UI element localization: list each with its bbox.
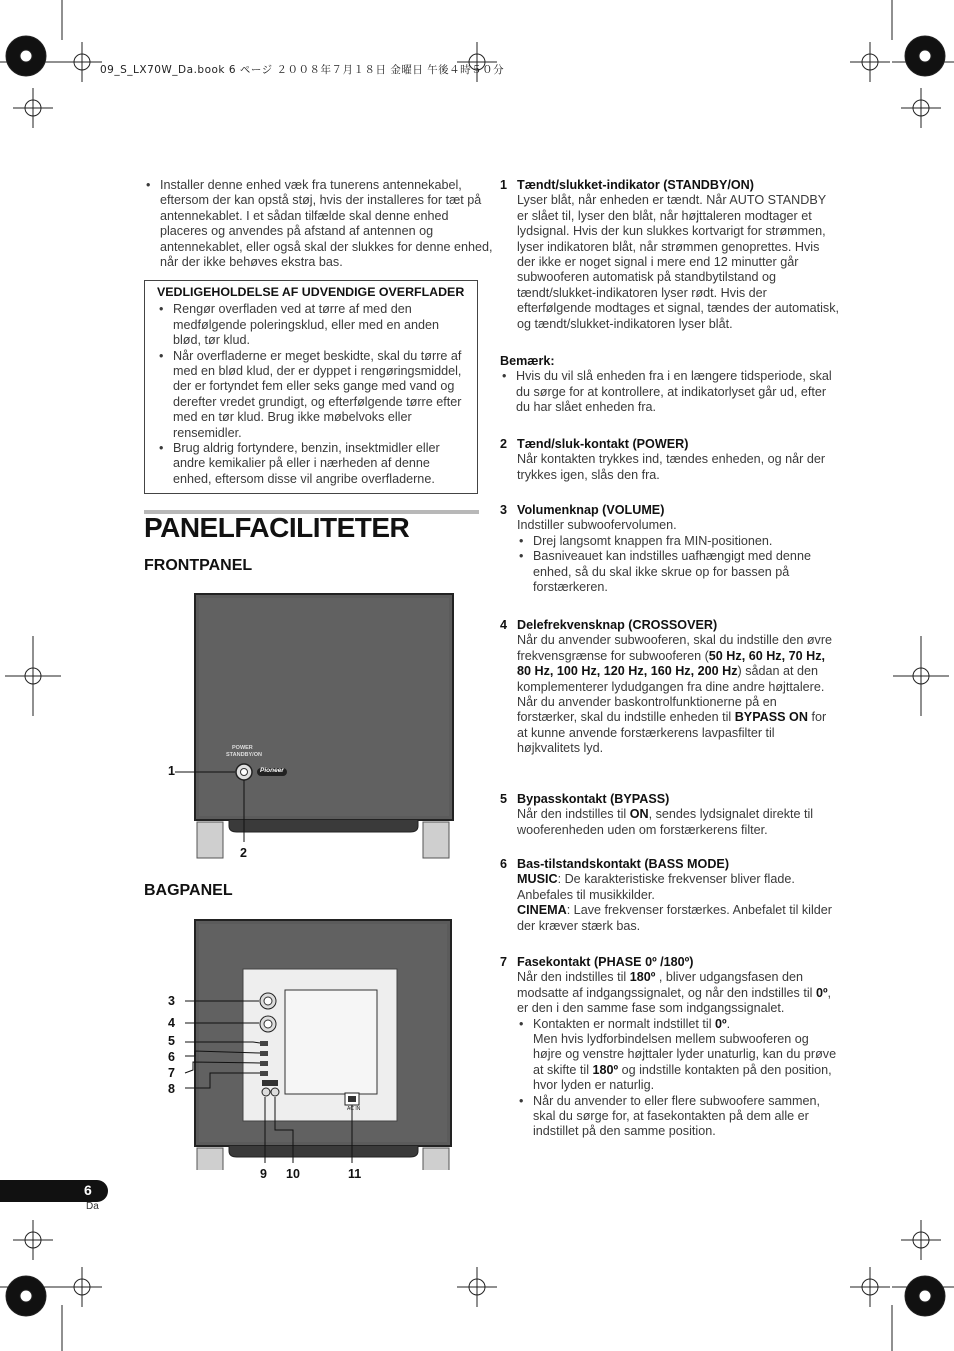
callout-1: 1	[168, 764, 175, 778]
item-1: 1 Tændt/slukket-indikator (STANDBY/ON) Lyser blåt, når enheden er tændt. Når AUTO STANDBY er slået til, lyser den blåt, når højttaleren modtager et lydsignal. Hvis der kun slukkes kortvarigt for strømmen, lyser indikatoren blåt, når strømmen genoprettes. Hvis der ikke er noget signal i mere end 12 minutter går subwooferen automatisk på standbytilstand og tændt/slukket-indikatoren lyser rødt. Hvis der efterfølgende modtages et signal, tændes der automatisk, og tændt/slukket-indikatoren lyser blåt.	[500, 178, 840, 331]
callout-9: 9	[260, 1167, 267, 1181]
item-5-text: Når den indstilles til ON, sendes lydsignalet direkte til wooferenheden uden om forstærkerens filter.	[517, 807, 814, 837]
item-2: 2 Tænd/sluk-kontakt (POWER) Når kontakten trykkes ind, tændes enheden, og når der trykkes igen, slås den fra.	[500, 437, 840, 483]
item-5-title: Bypasskontakt (BYPASS)	[517, 792, 670, 806]
item-7-text: Når den indstilles til 180º , bliver udgangsfasen den modsatte af indgangssignalet, og når den indstilles til 0º, er den i den samme fase som indgangssignalet.	[517, 970, 832, 1016]
item-4-title: Delefrekvensknap (CROSSOVER)	[517, 618, 718, 632]
item-1-title: Tændt/slukket-indikator (STANDBY/ON)	[517, 178, 754, 192]
print-header: 09_S_LX70W_Da.book 6 ページ ２００８年７月１８日 金曜日 午後４時５０分	[100, 64, 505, 76]
item-6-title: Bas-tilstandskontakt (BASS MODE)	[517, 857, 730, 871]
note-bullet: • Hvis du vil slå enheden fra i en længere tidsperiode, skal du sørge for at kontrollere, at indikatorlyset går ud, efter du har slået enheden fra.	[500, 369, 840, 415]
item-3-title: Volumenknap (VOLUME)	[517, 503, 665, 517]
note	[500, 354, 840, 416]
maintenance-title: VEDLIGEHOLDELSE AF UDVENDIGE OVERFLADER	[157, 285, 465, 299]
callout-3: 3	[168, 994, 175, 1008]
standby-indicator	[241, 769, 248, 776]
item-6: 6 Bas-tilstandskontakt (BASS MODE) MUSIC: De karakteristiske frekvenser bliver flade. Anbefales til musikkilder. CINEMA: Lave frekvenser forstærkes. Anbefalet til kilder der kræver stærk bas.	[500, 857, 840, 934]
item-1-text: Lyser blåt, når enheden er tændt. Når AUTO STANDBY er slået til, lyser den blåt, når højttaleren modtager et lydsignal. Hvis der kun slukkes kortvarigt for strømmen, lyser indikatoren blåt, når strømmen genoprettes. Hvis der ikke er noget signal i mere end 12 minutter går subwooferen automatisk på standbytilstand og tændt/slukket-indikatoren lyser rødt. Hvis der efterfølgende modtages et signal, tændes der automatisk, og tændt/slukket-indikatoren lyser blåt.	[517, 193, 840, 331]
item-3-text: Indstiller subwoofervolumen.	[517, 518, 677, 533]
item-4-text-a: Når du anvender subwooferen, skal du indstille den øvre frekvensgrænse for subwooferen (50 Hz, 60 Hz, 70 Hz, 80 Hz, 100 Hz, 120 Hz, 160 Hz, 200 Hz) sådan at den komplementerer lydudgangen fra dine andre højttalere.	[517, 633, 833, 694]
item-5: 5 Bypasskontakt (BYPASS) Når den indstilles til ON, sendes lydsignalet direkte til wooferenheden uden om forstærkerens filter.	[500, 792, 840, 838]
bass-mode-switch	[260, 1051, 268, 1056]
item-7-bullet-2: • Når du anvender to eller flere subwoofere sammen, skal du sørge for, at fasekontakten på dem alle er indstillet på den samme position.	[517, 1094, 840, 1140]
item-3-bullet: • Basniveauet kan indstilles uafhængigt med denne enhed, så du skal ikke skrue op for bassen på forstærkeren.	[517, 549, 840, 595]
item-7: 7 Fasekontakt (PHASE 0º /180º) Når den indstilles til 180º , bliver udgangsfasen den modsatte af indgangssignalet, og når den indstilles til 0º, er den i den samme fase som indgangssignalet. • Kontakten er normalt indstillet til 0º. Men hvis lydforbindelsen mellem subwooferen og højre og venstre højttaler lyder unaturlig, kan du prøve at skifte til 180º og indstille kontakten på den position, hvor lyden er naturlig. • Når du anvender to eller flere subwoofere sammen, skal du sørge for, at fasekontakten på dem alle er indstillet på den samme position.	[500, 955, 840, 1140]
item-4: 4 Delefrekvensknap (CROSSOVER) Når du anvender subwooferen, skal du indstille den øvre frekvensgrænse for subwooferen (50 Hz, 60 Hz, 70 Hz, 80 Hz, 100 Hz, 120 Hz, 160 Hz, 200 Hz) sådan at den komplementerer lydudgangen fra dine andre højttalere. Når du anvender baskontrolfunktionerne på en forstærker, skal du indstille enheden til BYPASS ON for at kunne anvende forstærkerens lavpasfilter til højkvalitets lyd.	[500, 618, 840, 757]
item-7-title: Fasekontakt (PHASE 0º /180º)	[517, 955, 694, 969]
item-3-bullet: • Drej langsomt knappen fra MIN-positionen.	[517, 534, 840, 549]
callout-4: 4	[168, 1016, 175, 1030]
item-2-title: Tænd/sluk-kontakt (POWER)	[517, 437, 689, 451]
bypass-switch	[260, 1041, 268, 1046]
item-4-text-b: Når du anvender baskontrolfunktionerne på en forstærker, skal du indstille enheden til BYPASS ON for at kunne anvende forstærkerens lavpasfilter til højkvalitets lyd.	[517, 695, 827, 756]
language-code: Da	[86, 1201, 99, 1212]
rear-panel-diagram	[165, 915, 465, 1170]
callout-11: 11	[348, 1167, 362, 1181]
maintenance-bullet: • Når overfladerne er meget beskidte, skal du tørre af med en blød klud, der er dyppet i rengøringsmiddel, der er fortyndet fem eller seks gange med vand og derefter vredet grundigt, og efterfølgende tørre efter med en tør klud. Brug ikke møbelvoks eller rensemidler.	[157, 349, 469, 441]
phase-switch	[260, 1061, 268, 1066]
item-2-text: Når kontakten trykkes ind, tændes enheden, og når der trykkes igen, slås den fra.	[517, 452, 826, 482]
maintenance-box	[144, 280, 478, 494]
note-title: Bemærk:	[500, 354, 555, 368]
standby-label: STANDBY/ON	[226, 752, 262, 758]
page-number: 6	[84, 1182, 92, 1198]
power-label: POWER	[232, 745, 253, 751]
frontpanel-title: FRONTPANEL	[144, 557, 253, 574]
ac-in-label: AC IN	[347, 1106, 361, 1112]
front-panel-diagram	[165, 590, 465, 865]
item-6-music: MUSIC: De karakteristiske frekvenser bliver flade. Anbefales til musikkilder.	[517, 872, 795, 902]
callout-8: 8	[168, 1082, 175, 1096]
bagpanel-title: BAGPANEL	[144, 882, 233, 899]
item-6-cinema: CINEMA: Lave frekvenser forstærkes. Anbefalet til kilder der kræver stærk bas.	[517, 903, 832, 933]
callout-5: 5	[168, 1034, 175, 1048]
maintenance-bullet: • Rengør overfladen ved at tørre af med den medfølgende poleringsklud, eller med en anden blød, tør klud.	[157, 302, 469, 348]
callout-2: 2	[240, 846, 247, 860]
intro-bullet: • Installer denne enhed væk fra tunerens antennekabel, eftersom der kan opstå støj, hvis der installeres for tæt på antennekablet. I et sådan tilfælde skal denne enhed placeres og anvendes på afstand af antennen og antennekablet, eller også skal der slukkes for denne enhed, når der ikke behøves ekstra bas.	[144, 178, 495, 270]
auto-standby-switch	[260, 1071, 268, 1076]
maintenance-bullet: • Brug aldrig fortyndere, benzin, insektmidler eller andre kemikalier på eller i nærheden af denne enhed, eftersom disse vil angribe overfladerne.	[157, 441, 469, 487]
callout-10: 10	[286, 1167, 300, 1181]
line-input	[262, 1080, 278, 1086]
section-title: PANELFACILITETER	[144, 512, 410, 543]
brand-logo: Pioneer	[260, 767, 284, 774]
callout-7: 7	[168, 1066, 175, 1080]
callout-6: 6	[168, 1050, 175, 1064]
item-7-bullet-1: • Kontakten er normalt indstillet til 0º. Men hvis lydforbindelsen mellem subwooferen og højre og venstre højttaler lyder unaturlig, kan du prøve at skifte til 180º og indstille kontakten på den position, hvor lyden er naturlig.	[517, 1017, 840, 1094]
item-3: 3 Volumenknap (VOLUME) Indstiller subwoofervolumen. • Drej langsomt knappen fra MIN-positionen. • Basniveauet kan indstilles uafhængigt med denne enhed, så du skal ikke skrue op for bassen på forstærkeren.	[500, 503, 840, 595]
